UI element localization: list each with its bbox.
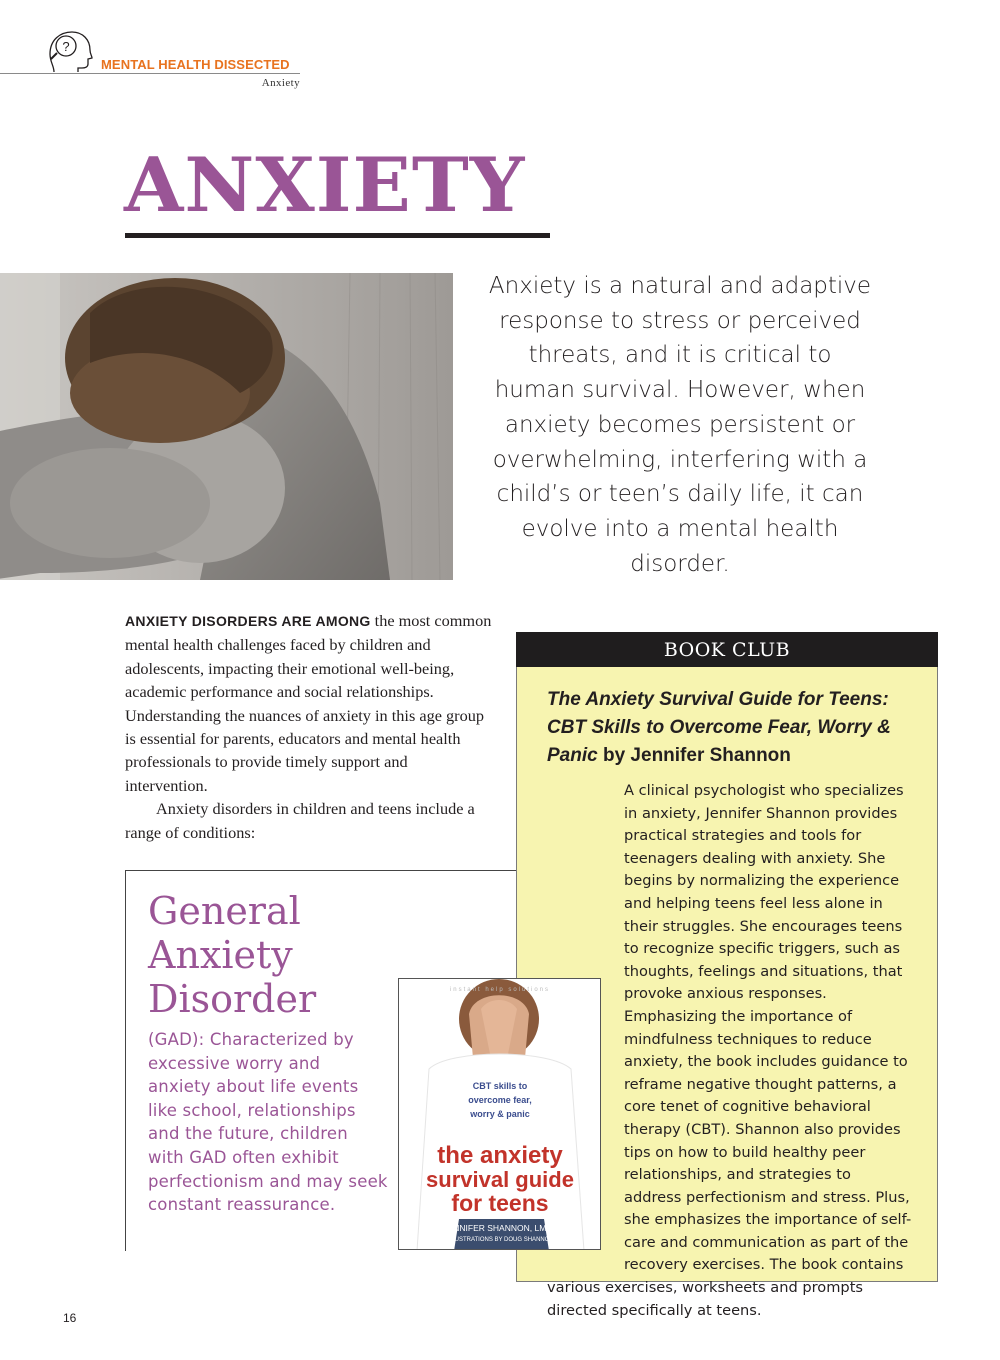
- lead-in: ANXIETY DISORDERS ARE AMONG: [125, 613, 371, 629]
- cover-title-line2: survival guide: [426, 1167, 574, 1192]
- section-title: MENTAL HEALTH DISSECTED: [101, 57, 290, 72]
- body-paragraph-2: Anxiety disorders in children and teens include a range of conditions:: [125, 799, 475, 842]
- cover-tagline-1: CBT skills to: [472, 1081, 528, 1091]
- cover-tagline-3: worry & panic: [470, 1109, 530, 1119]
- head-question-icon: [44, 26, 94, 76]
- book-club-description: [547, 780, 912, 1322]
- body-paragraph-1-text: the most common mental health challenges faced by children and adolescents, impacting their emotional well-being, academic performance and social relationships. Understanding the nuances of anxiety in this age group is essential for parents, educators and mental health professionals to provide timely support and intervention.: [125, 611, 492, 795]
- book-club-title: [547, 686, 917, 770]
- cover-series: instant help solutions: [449, 987, 551, 993]
- book-title: The Anxiety Survival Guide for Teens: CBT Skills to Overcome Fear, Worry & Panic: [547, 689, 891, 766]
- child-hugging-knees-photo: [0, 273, 453, 580]
- intro-paragraph: Anxiety is a natural and adaptive response to stress or perceived threats, and it is critical to human survival. However, when anxiety becomes persistent or overwhelming, interfering with a child’s or teen’s daily life, it can evolve into a mental health disorder.: [488, 273, 872, 577]
- title-rule: [125, 233, 550, 238]
- section-subtitle: Anxiety: [261, 77, 300, 89]
- header-rule: [0, 73, 300, 74]
- gad-title: General Anxiety Disorder: [148, 889, 317, 1021]
- page-title: ANXIETY: [124, 141, 526, 229]
- cover-title-line3: for teens: [451, 1190, 549, 1216]
- cover-title-line1: the anxiety: [437, 1142, 563, 1169]
- book-cover-image: [398, 978, 601, 1250]
- book-club-text: A clinical psychologist who specializes in anxiety, Jennifer Shannon provides practical strategies and tools for teenagers dealing with anxiety. She begins by normalizing the experience and helping teens feel less alone in their struggles. She encourages teens to recognize specific triggers, such as thoughts, feelings and situations, that provoke anxious responses. Emphasizing the importance of mindfulness techniques to reduce anxiety, the book includes guidance to reframe negative thought patterns, a core tenet of cognitive behavioral therapy (CBT). Shannon also provides tips on how to build healthy peer relationships, and strategies to address perfectionism and stress. Plus, she emphasizes the importance of self-care and communication as part of the recovery exercises. The book contains various exercises, worksheets and prompts directed specifically at teens.: [547, 782, 912, 1319]
- cover-illustrator: ILLUSTRATIONS BY DOUG SHANNON: [446, 1237, 554, 1243]
- book-club-header: BOOK CLUB: [516, 632, 938, 667]
- article-body: [125, 609, 493, 844]
- gad-description: (GAD): Characterized by excessive worry and anxiety about life events like school, relationships and the future, children with GAD often exhibit perfectionism and may seek constant reassurance.: [148, 1030, 388, 1215]
- book-byline: by Jennifer Shannon: [597, 745, 791, 766]
- body-paragraph-1: [125, 609, 493, 797]
- cover-author: JENNIFER SHANNON, LMFT: [443, 1223, 557, 1233]
- page-number: 16: [63, 1311, 77, 1325]
- svg-text:?: ?: [62, 39, 70, 54]
- cover-tagline-2: overcome fear,: [468, 1095, 532, 1105]
